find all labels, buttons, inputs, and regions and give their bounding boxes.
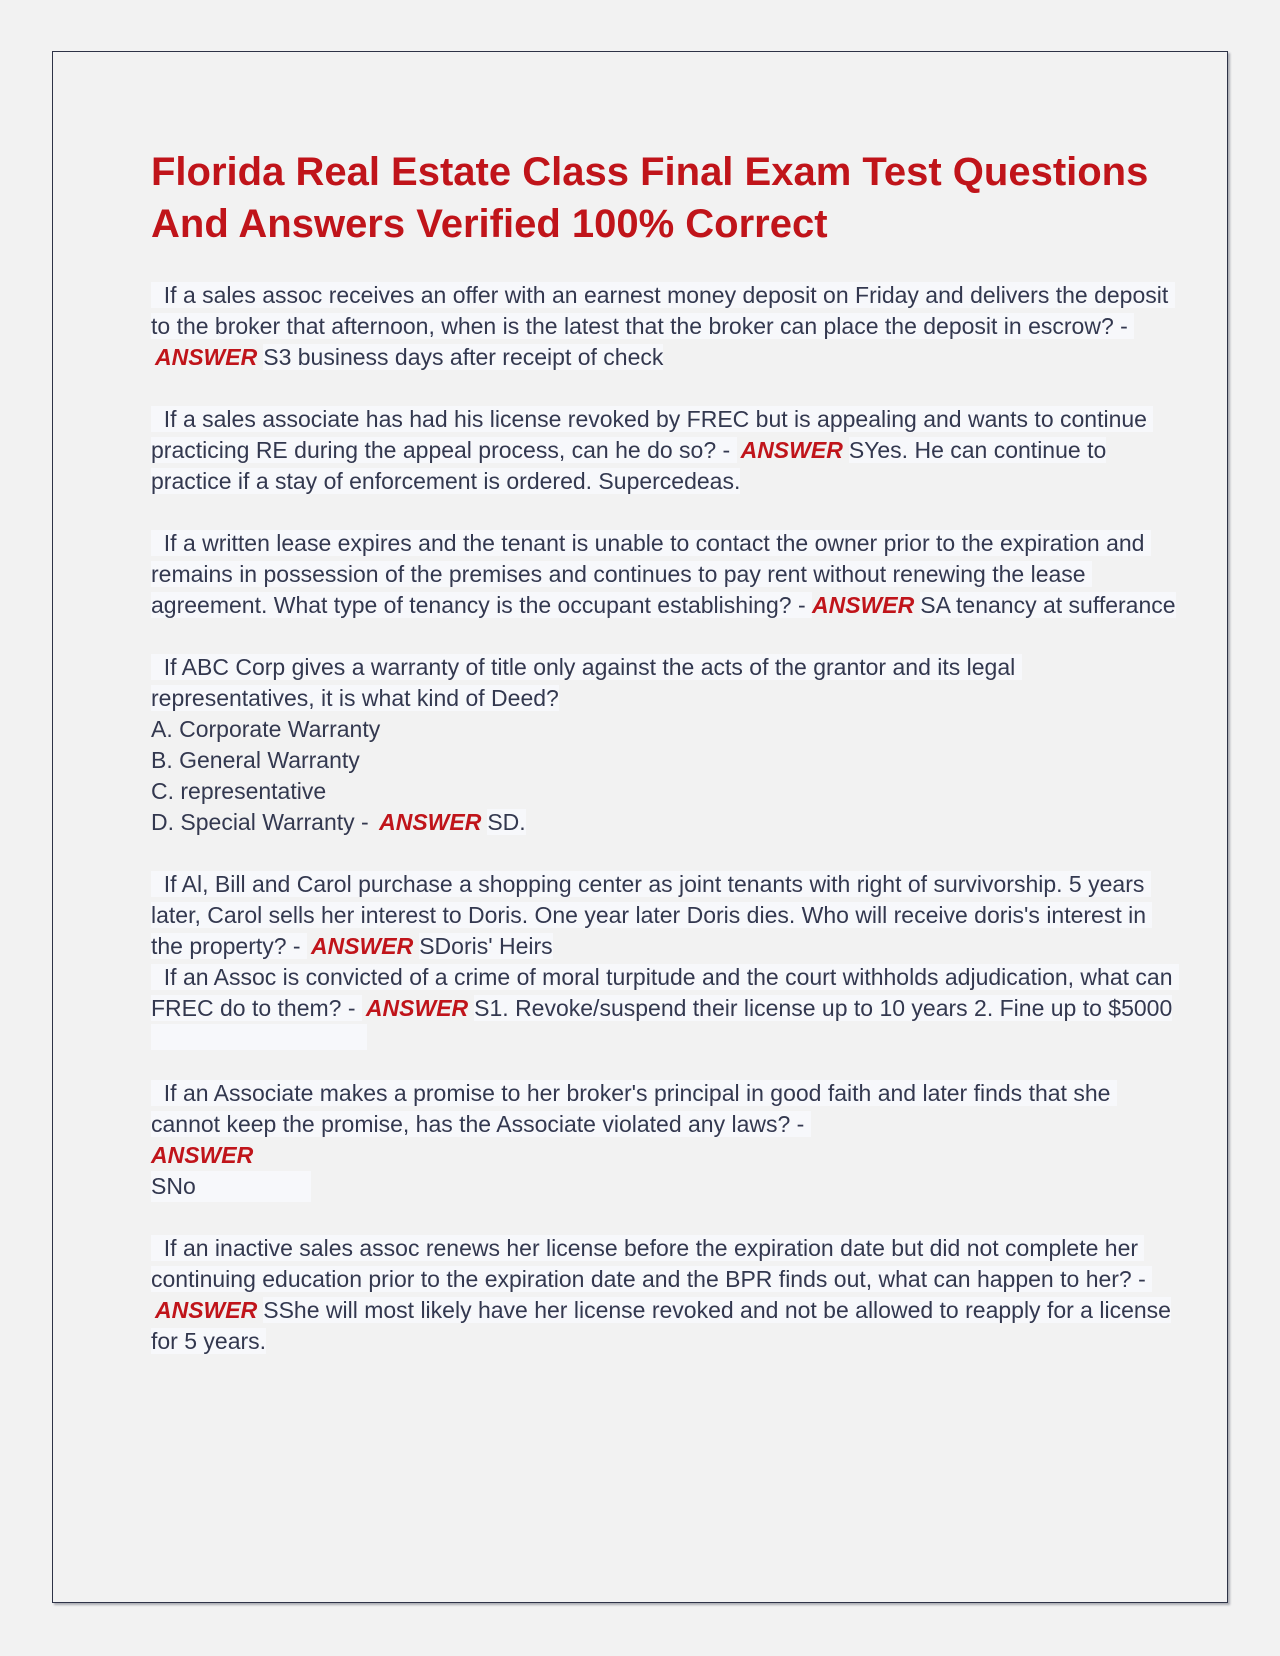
qa-item	[151, 404, 1181, 497]
answer-label: ANSWER	[379, 809, 482, 835]
question-text: If a sales assoc receives an offer with an earnest money deposit on Friday and delivers the deposit to the broker that afternoon, when is the latest that the broker can place the deposit in escrow? -	[151, 282, 1175, 339]
answer-text: SNo	[151, 1171, 311, 1202]
answer-text: SA tenancy at sufferance	[920, 592, 1176, 618]
answer-text: S1. Revoke/suspend their license up to 10 years 2. Fine up to $5000	[474, 995, 1173, 1021]
question-text: If an inactive sales assoc renews her license before the expiration date but did not complete her continuing education prior to the expiration date and the BPR finds out, what can happen to her? -	[151, 1235, 1153, 1292]
answer-label: ANSWER	[812, 592, 915, 618]
answer-label: ANSWER	[151, 1142, 254, 1168]
qa-list	[151, 280, 1181, 1357]
document-title: Florida Real Estate Class Final Exam Test Questions And Answers Verified 100% Correct	[151, 150, 1149, 246]
qa-item	[151, 652, 1181, 838]
qa-item	[151, 528, 1181, 621]
answer-text: SYes. He can continue to practice if a stay of enforcement is ordered. Supercedeas.	[151, 437, 1107, 494]
answer-label: ANSWER	[365, 995, 469, 1021]
qa-item	[151, 280, 1181, 373]
option-c: C. representative	[151, 778, 327, 804]
qa-item	[151, 869, 1181, 962]
answer-label: ANSWER	[310, 933, 414, 959]
document-content	[151, 146, 1181, 1388]
answer-text: SShe will most likely have her license revoked and not be allowed to reapply for a license for 5 years.	[151, 1297, 1171, 1354]
qa-item	[151, 1233, 1181, 1357]
blank-highlight	[151, 1024, 367, 1050]
question-text: If a sales associate has had his license revoked by FREC but is appealing and wants to continue practicing RE during the appeal process, can he do so? -	[151, 406, 1154, 463]
question-text: If an Assoc is convicted of a crime of moral turpitude and the court withholds adjudication, what can FREC do to them? -	[151, 964, 1179, 1021]
option-d: D. Special Warranty -	[151, 809, 376, 835]
question-text: If an Associate makes a promise to her broker's principal in good faith and later finds that she cannot keep the promise, has the Associate violated any laws? -	[151, 1080, 1117, 1137]
answer-text: SDoris' Heirs	[419, 933, 553, 959]
answer-label: ANSWER	[155, 1297, 258, 1323]
qa-item	[151, 1078, 1181, 1202]
question-text: If ABC Corp gives a warranty of title only against the acts of the grantor and its legal representatives, it is what kind of Deed?	[151, 654, 1022, 711]
answer-label: ANSWER	[155, 344, 258, 370]
document-page	[52, 51, 1228, 1603]
question-text: If a written lease expires and the tenant is unable to contact the owner prior to the expiration and remains in possession of the premises and continues to pay rent without renewing the lease agreement. What type of tenancy is the occupant establishing? -	[151, 530, 1151, 618]
answer-text: SD.	[487, 809, 526, 835]
qa-item	[151, 962, 1181, 1050]
option-b: B. General Warranty	[151, 747, 360, 773]
answer-text: S3 business days after receipt of check	[263, 344, 664, 370]
answer-label: ANSWER	[740, 437, 843, 463]
question-text: If Al, Bill and Carol purchase a shopping center as joint tenants with right of survivorship. 5 years later, Carol sells her interest to Doris. One year later Doris dies. Who will receive doris's interest in the property? -	[151, 871, 1153, 959]
option-a: A. Corporate Warranty	[151, 716, 381, 742]
